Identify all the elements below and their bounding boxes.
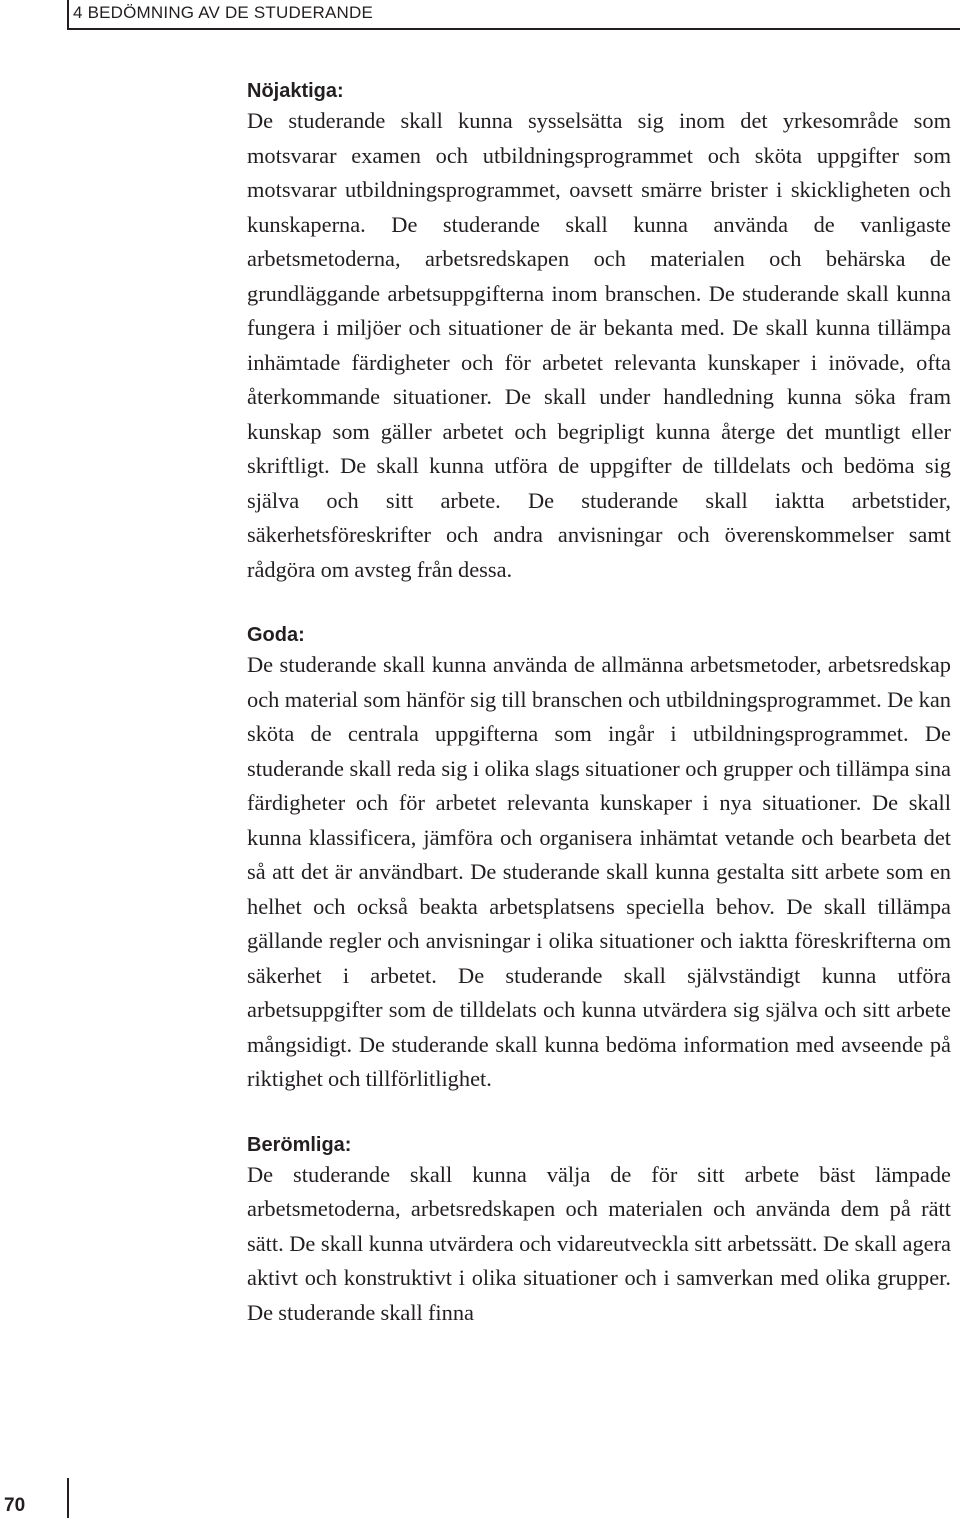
section-text: De studerande skall kunna välja de för sitt arbete bäst lämpade arbetsmetoderna, arbetsredskapen och materialen och använda dem på rätt sätt. De skall kunna utvärdera och vidareutveckla sitt arbetssätt. De skall agera aktivt och konstruktivt i olika situationer och i samverkan med olika grupper. De studerande skall finna bbox=[247, 1161, 951, 1325]
grade-section-excellent bbox=[247, 1132, 951, 1331]
section-heading: Goda: bbox=[247, 624, 305, 646]
section-text: De studerande skall kunna använda de allmänna arbetsmetoder, arbetsredskap och material som hänför sig till branschen och utbildningsprogrammet. De kan sköta de centrala uppgifterna som ingår i utbildningsprogrammet. De studerande skall reda sig i olika slags situationer och grupper och tillämpa sina färdigheter och för arbetet relevanta kunskaper i nya situationer. De skall kunna klassificera, jämföra och organisera inhämtat vetande och bearbeta det så att det är användbart. De studerande skall kunna gestalta sitt arbete som en helhet och också beakta arbetsplatsens speciella behov. De skall tillämpa gällande regler och anvisningar i olika situationer och iaktta föreskrifterna om säkerhet i arbetet. De studerande skall självständigt kunna utföra arbetsuppgifter som de tilldelats och kunna utvärdera sig själva och sitt arbete mångsidigt. De studerande skall kunna bedöma information med avseende på riktighet och tillförlitlighet. bbox=[247, 652, 951, 1091]
section-heading: Nöjaktiga: bbox=[247, 80, 344, 102]
chapter-title: 4 BEDÖMNING AV DE STUDERANDE bbox=[73, 3, 374, 22]
page-content bbox=[247, 78, 951, 1330]
grade-section-good bbox=[247, 622, 951, 1097]
page-number: 70 bbox=[4, 1495, 26, 1516]
grade-section-satisfactory bbox=[247, 78, 951, 587]
section-text: De studerande skall kunna sysselsätta sig inom det yrkesområde som motsvarar examen och utbildningsprogrammet och sköta uppgifter som motsvarar utbildningsprogrammet, oavsett smärre brister i skickligheten och kunskaperna. De studerande skall kunna använda de vanligaste arbetsmetoderna, arbetsredskapen och materialen och behärska de grundläggande arbetsuppgifterna inom branschen. De studerande skall kunna fungera i miljöer och situationer de är bekanta med. De skall kunna tillämpa inhämtade färdigheter och för arbetet relevanta kunskaper i inövade, ofta återkommande situationer. De skall under handledning kunna söka fram kunskap som gäller arbetet och begripligt kunna återge det muntligt eller skriftligt. De skall kunna utföra de uppgifter de tilldelats och bedöma sig själva och sitt arbete. De studerande skall iaktta arbetstider, säkerhetsföreskrifter och andra anvisningar och överenskommelser samt rådgöra om avsteg från dessa. bbox=[247, 108, 951, 582]
section-heading: Berömliga: bbox=[247, 1133, 352, 1156]
page-number-rule bbox=[67, 1478, 69, 1518]
running-header bbox=[67, 0, 960, 30]
